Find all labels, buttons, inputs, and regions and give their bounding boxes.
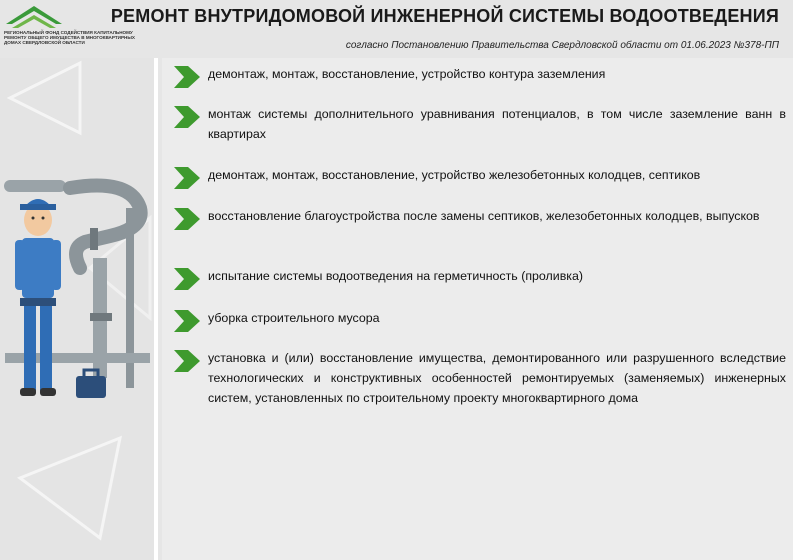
list-item-text: уборка строительного мусора: [208, 311, 380, 325]
logo-caption: [4, 30, 154, 46]
logo-line: РЕМОНТУ ОБЩЕГО ИМУЩЕСТВА В МНОГОКВАРТИРНЫХ: [4, 35, 135, 41]
list-item: [172, 348, 786, 408]
list-item: [172, 266, 786, 292]
list-item-text: демонтаж, монтаж, восстановление, устройство железобетонных колодцев, септиков: [208, 168, 701, 182]
header: [0, 0, 793, 58]
list-item-text: монтаж системы дополнительного уравнивания потенциалов, в том числе заземление ванн в квартирах: [208, 107, 786, 141]
house-roof-icon: [4, 4, 64, 32]
chevron-right-icon: [172, 64, 202, 90]
chevron-right-icon: [172, 206, 202, 232]
chevron-right-icon: [172, 266, 202, 292]
logo-line: ДОМАХ СВЕРДЛОВСКОЙ ОБЛАСТИ: [4, 40, 85, 46]
page-subtitle: согласно Постановлению Правительства Свердловской области от 01.06.2023 №378-ПП: [345, 40, 779, 51]
list-item: [172, 308, 786, 334]
list-item-text: испытание системы водоотведения на герметичность (проливка): [208, 269, 583, 283]
plumber-illustration: [0, 58, 158, 560]
chevron-right-icon: [172, 104, 202, 130]
page-title: РЕМОНТ ВНУТРИДОМОВОЙ ИНЖЕНЕРНОЙ СИСТЕМЫ ВОДООТВЕДЕНИЯ: [110, 6, 779, 26]
list-item: [172, 165, 786, 191]
illustration-panel: [0, 58, 158, 560]
list-item-text: демонтаж, монтаж, восстановление, устройство контура заземления: [208, 67, 606, 81]
list-item: [172, 64, 786, 90]
list-item-text: установка и (или) восстановление имущества, демонтированного или разрушенного вследствие технологических и конструктивных особенностей ремонтируемых (заменяемых) инженерных систем, установленных по строительному проекту многоквартирного дома: [208, 351, 786, 405]
list-item: [172, 206, 786, 232]
list-item: [172, 104, 786, 144]
items-list: [162, 58, 793, 560]
plumber-figure: [15, 199, 61, 396]
sidebar-divider: [154, 58, 158, 560]
logo-line: РЕГИОНАЛЬНЫЙ ФОНД СОДЕЙСТВИЯ КАПИТАЛЬНОМУ: [4, 30, 133, 35]
list-item-text: восстановление благоустройства после замены септиков, железобетонных колодцев, выпусков: [208, 209, 760, 223]
chevron-right-icon: [172, 348, 202, 374]
chevron-right-icon: [172, 308, 202, 334]
chevron-right-icon: [172, 165, 202, 191]
